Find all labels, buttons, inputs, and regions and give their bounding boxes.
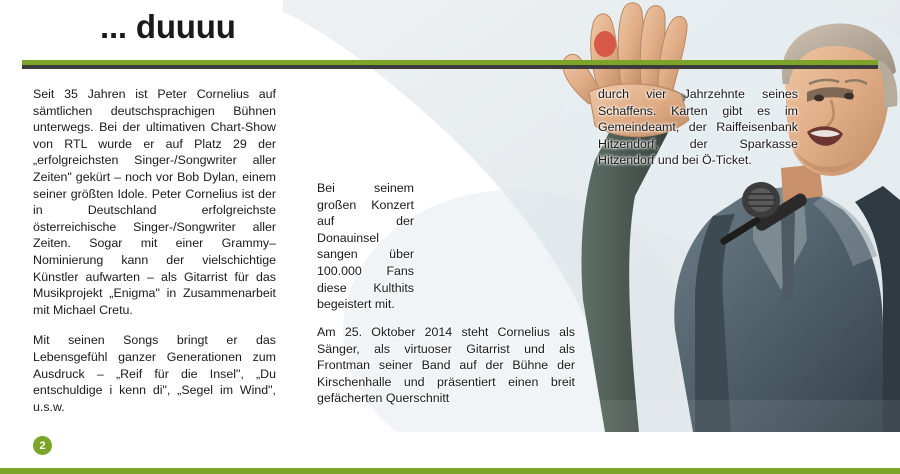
header-divider bbox=[22, 60, 878, 69]
article-column-2-bottom bbox=[317, 324, 575, 407]
paragraph: Seit 35 Jahren ist Peter Cornelius auf sämtlichen deutschsprachigen Bühnen unterwegs. Bei der ultimativen Chart-Show von RTL wurde er auf Platz 29 der „erfolgreichsten Singer-/Songwriter aller Zeiten" gekürt – noch vor Bob Dylan, einem seiner größten Idole. Peter Cornelius ist der in Deutschland erfolgreichste österreichische Singer-/Songwriter aller Zeiten. Sogar mit einer Grammy–Nominierung kann der vielschichtige Künstler aufwarten – als Gitarrist für das Musikprojekt „Enigma" in Zusammenarbeit mit Michael Cretu. bbox=[33, 87, 276, 317]
page-number-badge: 2 bbox=[33, 436, 52, 455]
article-column-3 bbox=[598, 86, 798, 169]
article-column-2-top bbox=[317, 180, 414, 313]
paragraph: Mit seinen Songs bringt er das Lebensgefühl ganzer Generationen zum Ausdruck – „Reif für die Insel", „Du entschuldige i kenn di", „Segel im Wind", u.s.w. bbox=[33, 333, 276, 414]
paragraph: Am 25. Oktober 2014 steht Cornelius als Sänger, als virtuoser Gitarrist und als Frontman seiner Band auf der Bühne der Kirschenhalle und präsentiert einen breit gefächerten Querschnitt bbox=[317, 325, 575, 406]
paragraph: durch vier Jahrzehnte seines Schaffens. Karten gibt es im Gemeindeamt, der Raiffeisenbank Hitzendorf, der Sparkasse Hitzendorf und bei Ö-Ticket. bbox=[598, 87, 798, 168]
footer-green-bar bbox=[0, 468, 900, 474]
paragraph: Bei seinem großen Konzert auf der Donauinsel sangen über 100.000 Fans diese Kulthits begeistert mit. bbox=[317, 181, 414, 312]
article-column-1 bbox=[33, 86, 276, 415]
divider-dark-bar bbox=[22, 65, 878, 69]
headline-left: ... duuuu bbox=[100, 8, 236, 45]
